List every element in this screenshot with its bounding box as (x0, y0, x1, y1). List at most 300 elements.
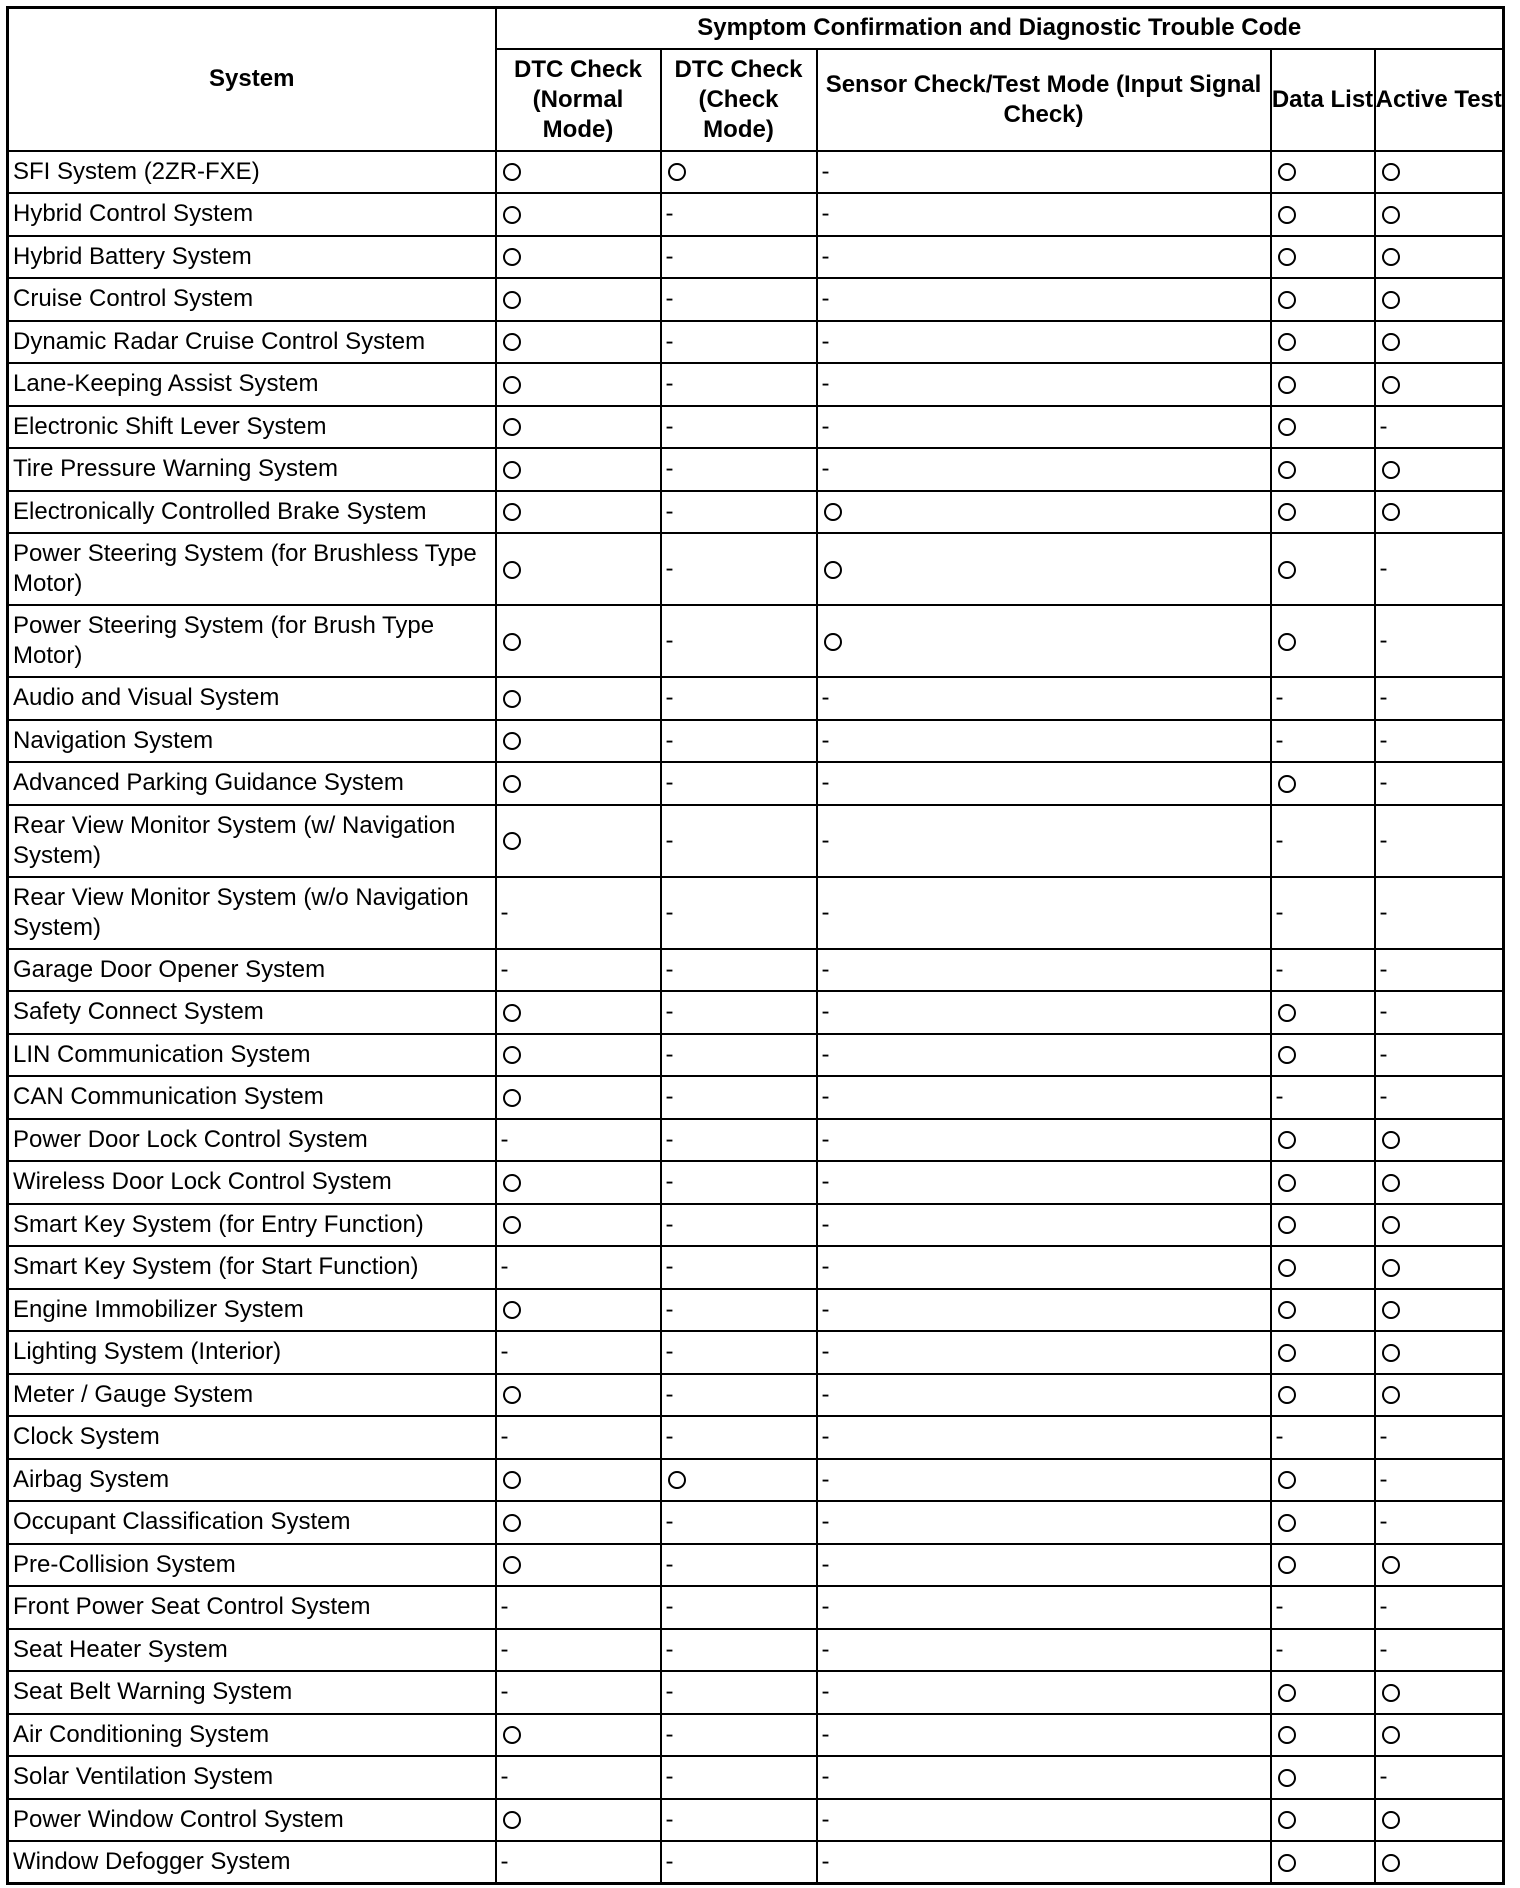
value-cell (661, 1289, 817, 1332)
value-cell (661, 605, 817, 677)
value-cell (496, 533, 661, 605)
dash-mark: - (665, 242, 674, 270)
value-cell (817, 1586, 1271, 1629)
dash-mark: - (1379, 555, 1388, 582)
circle-mark-icon (1382, 291, 1400, 309)
value-cell (1271, 677, 1375, 720)
value-cell (1271, 1076, 1375, 1119)
system-name-cell: Rear View Monitor System (w/ Navigation System) (8, 805, 496, 877)
value-cell (661, 1629, 817, 1672)
value-cell (1271, 533, 1375, 605)
dash-mark: - (1379, 826, 1388, 854)
circle-mark-icon (1382, 163, 1400, 181)
system-name-cell: Cruise Control System (8, 278, 496, 321)
value-cell (1271, 1161, 1375, 1204)
value-cell (496, 1161, 661, 1204)
dash-mark: - (665, 1805, 674, 1833)
circle-mark-icon (1382, 376, 1400, 394)
value-cell (1375, 448, 1504, 491)
dash-mark: - (821, 1550, 830, 1578)
value-cell (496, 1629, 661, 1672)
system-name-cell: Electronic Shift Lever System (8, 406, 496, 449)
dash-mark: - (500, 955, 509, 983)
dash-mark: - (665, 684, 674, 712)
dash-mark: - (1275, 898, 1284, 926)
dash-mark: - (821, 955, 830, 983)
circle-mark-icon (503, 206, 521, 224)
circle-mark-icon (1382, 1684, 1400, 1702)
dash-mark: - (821, 1083, 830, 1111)
value-cell (1271, 1841, 1375, 1884)
system-name-cell: Window Defogger System (8, 1841, 496, 1884)
table-row (8, 1459, 1504, 1502)
circle-mark-icon (1382, 1131, 1400, 1149)
dash-mark: - (821, 1678, 830, 1706)
table-row (8, 236, 1504, 279)
dash-mark: - (500, 1253, 509, 1281)
value-cell (1271, 1544, 1375, 1587)
dash-mark: - (665, 627, 674, 654)
system-name-cell: Clock System (8, 1416, 496, 1459)
value-cell (661, 1331, 817, 1374)
circle-mark-icon (503, 418, 521, 436)
circle-mark-icon (668, 163, 686, 181)
system-name-cell: Power Steering System (for Brush Type Motor) (8, 605, 496, 677)
circle-mark-icon (503, 1301, 521, 1319)
dash-mark: - (665, 1125, 674, 1153)
dash-mark: - (1275, 1083, 1284, 1111)
dash-mark: - (821, 1635, 830, 1663)
value-cell (817, 1331, 1271, 1374)
table-row (8, 1586, 1504, 1629)
header-row-group (8, 8, 1504, 49)
value-cell (661, 1799, 817, 1842)
value-cell (661, 448, 817, 491)
dash-mark: - (821, 1253, 830, 1281)
value-cell (1375, 1501, 1504, 1544)
dash-mark: - (665, 412, 674, 440)
dash-mark: - (821, 769, 830, 797)
dash-mark: - (821, 1040, 830, 1068)
dash-mark: - (1379, 1508, 1388, 1536)
value-cell (1375, 720, 1504, 763)
table-row (8, 762, 1504, 805)
value-cell (1271, 406, 1375, 449)
value-cell (661, 533, 817, 605)
value-cell (1271, 1119, 1375, 1162)
circle-mark-icon (503, 333, 521, 351)
circle-mark-icon (503, 1386, 521, 1404)
value-cell (1375, 1246, 1504, 1289)
dash-mark: - (665, 497, 674, 525)
circle-mark-icon (503, 1726, 521, 1744)
dash-mark: - (821, 898, 830, 926)
circle-mark-icon (1278, 1344, 1296, 1362)
circle-mark-icon (1278, 1556, 1296, 1574)
value-cell (817, 1544, 1271, 1587)
circle-mark-icon (1278, 1131, 1296, 1149)
circle-mark-icon (1278, 1386, 1296, 1404)
dash-mark: - (821, 1720, 830, 1748)
table-row (8, 1034, 1504, 1077)
value-cell (1271, 278, 1375, 321)
circle-mark-icon (1382, 1216, 1400, 1234)
circle-mark-icon (503, 561, 521, 579)
dash-mark: - (821, 370, 830, 398)
dash-mark: - (665, 1253, 674, 1281)
dash-mark: - (665, 955, 674, 983)
value-cell (661, 677, 817, 720)
circle-mark-icon (1278, 376, 1296, 394)
circle-mark-icon (824, 503, 842, 521)
diagnostic-table (6, 6, 1505, 1885)
dash-mark: - (665, 200, 674, 228)
table-row (8, 991, 1504, 1034)
value-cell (661, 1034, 817, 1077)
value-cell (1375, 1416, 1504, 1459)
dash-mark: - (1275, 826, 1284, 854)
circle-mark-icon (1278, 1769, 1296, 1787)
value-cell (661, 1756, 817, 1799)
value-cell (1271, 991, 1375, 1034)
table-row (8, 1671, 1504, 1714)
value-cell (1271, 363, 1375, 406)
circle-mark-icon (1278, 461, 1296, 479)
dash-mark: - (665, 1508, 674, 1536)
value-cell (1271, 1331, 1375, 1374)
circle-mark-icon (1278, 1854, 1296, 1872)
dash-mark: - (665, 1295, 674, 1323)
value-cell (1271, 762, 1375, 805)
table-row (8, 533, 1504, 605)
circle-mark-icon (1278, 333, 1296, 351)
dash-mark: - (500, 1635, 509, 1663)
value-cell (817, 1756, 1271, 1799)
header-sensor-check: Sensor Check/Test Mode (Input Signal Check) (817, 49, 1271, 151)
dash-mark: - (665, 998, 674, 1026)
value-cell (1375, 278, 1504, 321)
dash-mark: - (821, 1295, 830, 1323)
value-cell (661, 151, 817, 194)
header-active-test: Active Test (1375, 49, 1504, 151)
dash-mark: - (665, 1168, 674, 1196)
value-cell (496, 720, 661, 763)
system-name-cell: Power Steering System (for Brushless Type Motor) (8, 533, 496, 605)
value-cell (496, 677, 661, 720)
dash-mark: - (1379, 1083, 1388, 1111)
dash-mark: - (821, 826, 830, 854)
circle-mark-icon (1278, 1174, 1296, 1192)
circle-mark-icon (1278, 291, 1296, 309)
dash-mark: - (665, 1720, 674, 1748)
value-cell (1375, 363, 1504, 406)
dash-mark: - (1379, 1593, 1388, 1621)
system-name-cell: Lighting System (Interior) (8, 1331, 496, 1374)
value-cell (817, 1161, 1271, 1204)
value-cell (817, 491, 1271, 534)
circle-mark-icon (503, 633, 521, 651)
value-cell (1375, 533, 1504, 605)
circle-mark-icon (1278, 1514, 1296, 1532)
header-data-list: Data List (1271, 49, 1375, 151)
dash-mark: - (665, 1550, 674, 1578)
table-row (8, 677, 1504, 720)
value-cell (1271, 321, 1375, 364)
value-cell (817, 1034, 1271, 1077)
value-cell (817, 533, 1271, 605)
value-cell (817, 720, 1271, 763)
table-row (8, 1246, 1504, 1289)
value-cell (1271, 1501, 1375, 1544)
dash-mark: - (665, 1635, 674, 1663)
circle-mark-icon (1382, 1854, 1400, 1872)
value-cell (817, 1459, 1271, 1502)
value-cell (496, 1459, 661, 1502)
value-cell (496, 1841, 661, 1884)
dash-mark: - (665, 285, 674, 313)
table-row (8, 363, 1504, 406)
dash-mark: - (665, 1338, 674, 1366)
table-row (8, 1629, 1504, 1672)
circle-mark-icon (503, 1004, 521, 1022)
value-cell (496, 1799, 661, 1842)
dash-mark: - (821, 1805, 830, 1833)
circle-mark-icon (1278, 1259, 1296, 1277)
system-name-cell: Garage Door Opener System (8, 949, 496, 992)
circle-mark-icon (1382, 206, 1400, 224)
value-cell (1375, 1204, 1504, 1247)
value-cell (817, 762, 1271, 805)
value-cell (1375, 1629, 1504, 1672)
circle-mark-icon (1278, 1811, 1296, 1829)
value-cell (496, 1289, 661, 1332)
dash-mark: - (821, 1125, 830, 1153)
value-cell (1271, 151, 1375, 194)
system-name-cell: Power Window Control System (8, 1799, 496, 1842)
dash-mark: - (1379, 1040, 1388, 1068)
value-cell (817, 448, 1271, 491)
value-cell (817, 949, 1271, 992)
dash-mark: - (821, 1465, 830, 1493)
circle-mark-icon (824, 561, 842, 579)
value-cell (661, 1076, 817, 1119)
value-cell (661, 991, 817, 1034)
system-name-cell: LIN Communication System (8, 1034, 496, 1077)
dash-mark: - (665, 1083, 674, 1111)
circle-mark-icon (503, 690, 521, 708)
circle-mark-icon (1382, 503, 1400, 521)
circle-mark-icon (503, 376, 521, 394)
value-cell (1271, 1416, 1375, 1459)
circle-mark-icon (503, 248, 521, 266)
value-cell (1375, 877, 1504, 949)
value-cell (1271, 236, 1375, 279)
dash-mark: - (821, 242, 830, 270)
value-cell (817, 321, 1271, 364)
circle-mark-icon (1278, 248, 1296, 266)
circle-mark-icon (1382, 1556, 1400, 1574)
value-cell (1375, 1544, 1504, 1587)
table-row (8, 805, 1504, 877)
circle-mark-icon (1278, 1301, 1296, 1319)
value-cell (496, 1416, 661, 1459)
dash-mark: - (665, 1678, 674, 1706)
value-cell (496, 406, 661, 449)
dash-mark: - (665, 455, 674, 483)
dash-mark: - (1379, 1465, 1388, 1493)
value-cell (1375, 762, 1504, 805)
circle-mark-icon (503, 1174, 521, 1192)
value-cell (1271, 805, 1375, 877)
dash-mark: - (665, 826, 674, 854)
table-row (8, 321, 1504, 364)
circle-mark-icon (503, 461, 521, 479)
dash-mark: - (1275, 955, 1284, 983)
dash-mark: - (821, 412, 830, 440)
dash-mark: - (500, 898, 509, 926)
circle-mark-icon (1278, 633, 1296, 651)
dash-mark: - (821, 327, 830, 355)
circle-mark-icon (1382, 1811, 1400, 1829)
table-row (8, 1544, 1504, 1587)
circle-mark-icon (1382, 1174, 1400, 1192)
value-cell (817, 1246, 1271, 1289)
value-cell (1375, 1161, 1504, 1204)
value-cell (661, 236, 817, 279)
value-cell (661, 1204, 817, 1247)
value-cell (817, 1374, 1271, 1417)
value-cell (496, 1119, 661, 1162)
table-row (8, 877, 1504, 949)
value-cell (496, 1501, 661, 1544)
value-cell (661, 1841, 817, 1884)
value-cell (661, 363, 817, 406)
value-cell (1271, 1289, 1375, 1332)
value-cell (817, 406, 1271, 449)
value-cell (817, 1841, 1271, 1884)
table-row (8, 193, 1504, 236)
table-row (8, 605, 1504, 677)
value-cell (1375, 1289, 1504, 1332)
dash-mark: - (665, 726, 674, 754)
system-name-cell: Rear View Monitor System (w/o Navigation System) (8, 877, 496, 949)
system-name-cell: Wireless Door Lock Control System (8, 1161, 496, 1204)
table-row (8, 1119, 1504, 1162)
dash-mark: - (665, 1763, 674, 1791)
value-cell (1375, 1331, 1504, 1374)
circle-mark-icon (503, 1556, 521, 1574)
table-row (8, 1374, 1504, 1417)
value-cell (1271, 1629, 1375, 1672)
value-cell (1375, 677, 1504, 720)
circle-mark-icon (668, 1471, 686, 1489)
value-cell (1375, 406, 1504, 449)
dash-mark: - (665, 1380, 674, 1408)
dash-mark: - (821, 1210, 830, 1238)
table-row (8, 278, 1504, 321)
circle-mark-icon (503, 832, 521, 850)
value-cell (817, 805, 1271, 877)
dash-mark: - (1379, 898, 1388, 926)
dash-mark: - (821, 1380, 830, 1408)
value-cell (1375, 1586, 1504, 1629)
value-cell (496, 1034, 661, 1077)
system-name-cell: Meter / Gauge System (8, 1374, 496, 1417)
dash-mark: - (1275, 1593, 1284, 1621)
dash-mark: - (1379, 998, 1388, 1026)
circle-mark-icon (1382, 461, 1400, 479)
value-cell (1271, 1756, 1375, 1799)
value-cell (1271, 448, 1375, 491)
table-row (8, 1161, 1504, 1204)
value-cell (496, 193, 661, 236)
value-cell (817, 1076, 1271, 1119)
dash-mark: - (500, 1848, 509, 1875)
dash-mark: - (1275, 1635, 1284, 1663)
dash-mark: - (821, 1763, 830, 1791)
circle-mark-icon (1278, 206, 1296, 224)
circle-mark-icon (1278, 1046, 1296, 1064)
system-name-cell: Smart Key System (for Start Function) (8, 1246, 496, 1289)
circle-mark-icon (503, 1089, 521, 1107)
dash-mark: - (821, 455, 830, 483)
dash-mark: - (500, 1678, 509, 1706)
table-body (8, 151, 1504, 1884)
table-row (8, 448, 1504, 491)
value-cell (1375, 491, 1504, 534)
value-cell (1375, 1034, 1504, 1077)
value-cell (496, 151, 661, 194)
value-cell (661, 193, 817, 236)
value-cell (817, 193, 1271, 236)
table-row (8, 1289, 1504, 1332)
dash-mark: - (1379, 627, 1388, 654)
dash-mark: - (821, 285, 830, 313)
value-cell (496, 491, 661, 534)
dash-mark: - (1379, 726, 1388, 754)
header-dtc-check: DTC Check (Check Mode) (661, 49, 817, 151)
table-row (8, 1799, 1504, 1842)
value-cell (496, 1714, 661, 1757)
circle-mark-icon (1278, 1004, 1296, 1022)
dash-mark: - (1379, 955, 1388, 983)
dash-mark: - (1379, 684, 1388, 712)
header-group: Symptom Confirmation and Diagnostic Trouble Code (496, 8, 1504, 49)
dash-mark: - (1275, 726, 1284, 754)
dash-mark: - (821, 1508, 830, 1536)
value-cell (817, 236, 1271, 279)
value-cell (1375, 1119, 1504, 1162)
value-cell (496, 236, 661, 279)
value-cell (817, 1119, 1271, 1162)
value-cell (1375, 1756, 1504, 1799)
circle-mark-icon (1278, 1726, 1296, 1744)
dash-mark: - (665, 898, 674, 926)
table-row (8, 1756, 1504, 1799)
dash-mark: - (500, 1338, 509, 1366)
circle-mark-icon (1382, 1301, 1400, 1319)
value-cell (661, 877, 817, 949)
value-cell (1375, 1374, 1504, 1417)
dash-mark: - (665, 327, 674, 355)
value-cell (1375, 193, 1504, 236)
system-name-cell: Airbag System (8, 1459, 496, 1502)
value-cell (661, 278, 817, 321)
circle-mark-icon (1278, 503, 1296, 521)
value-cell (496, 605, 661, 677)
value-cell (1375, 1076, 1504, 1119)
value-cell (817, 1671, 1271, 1714)
